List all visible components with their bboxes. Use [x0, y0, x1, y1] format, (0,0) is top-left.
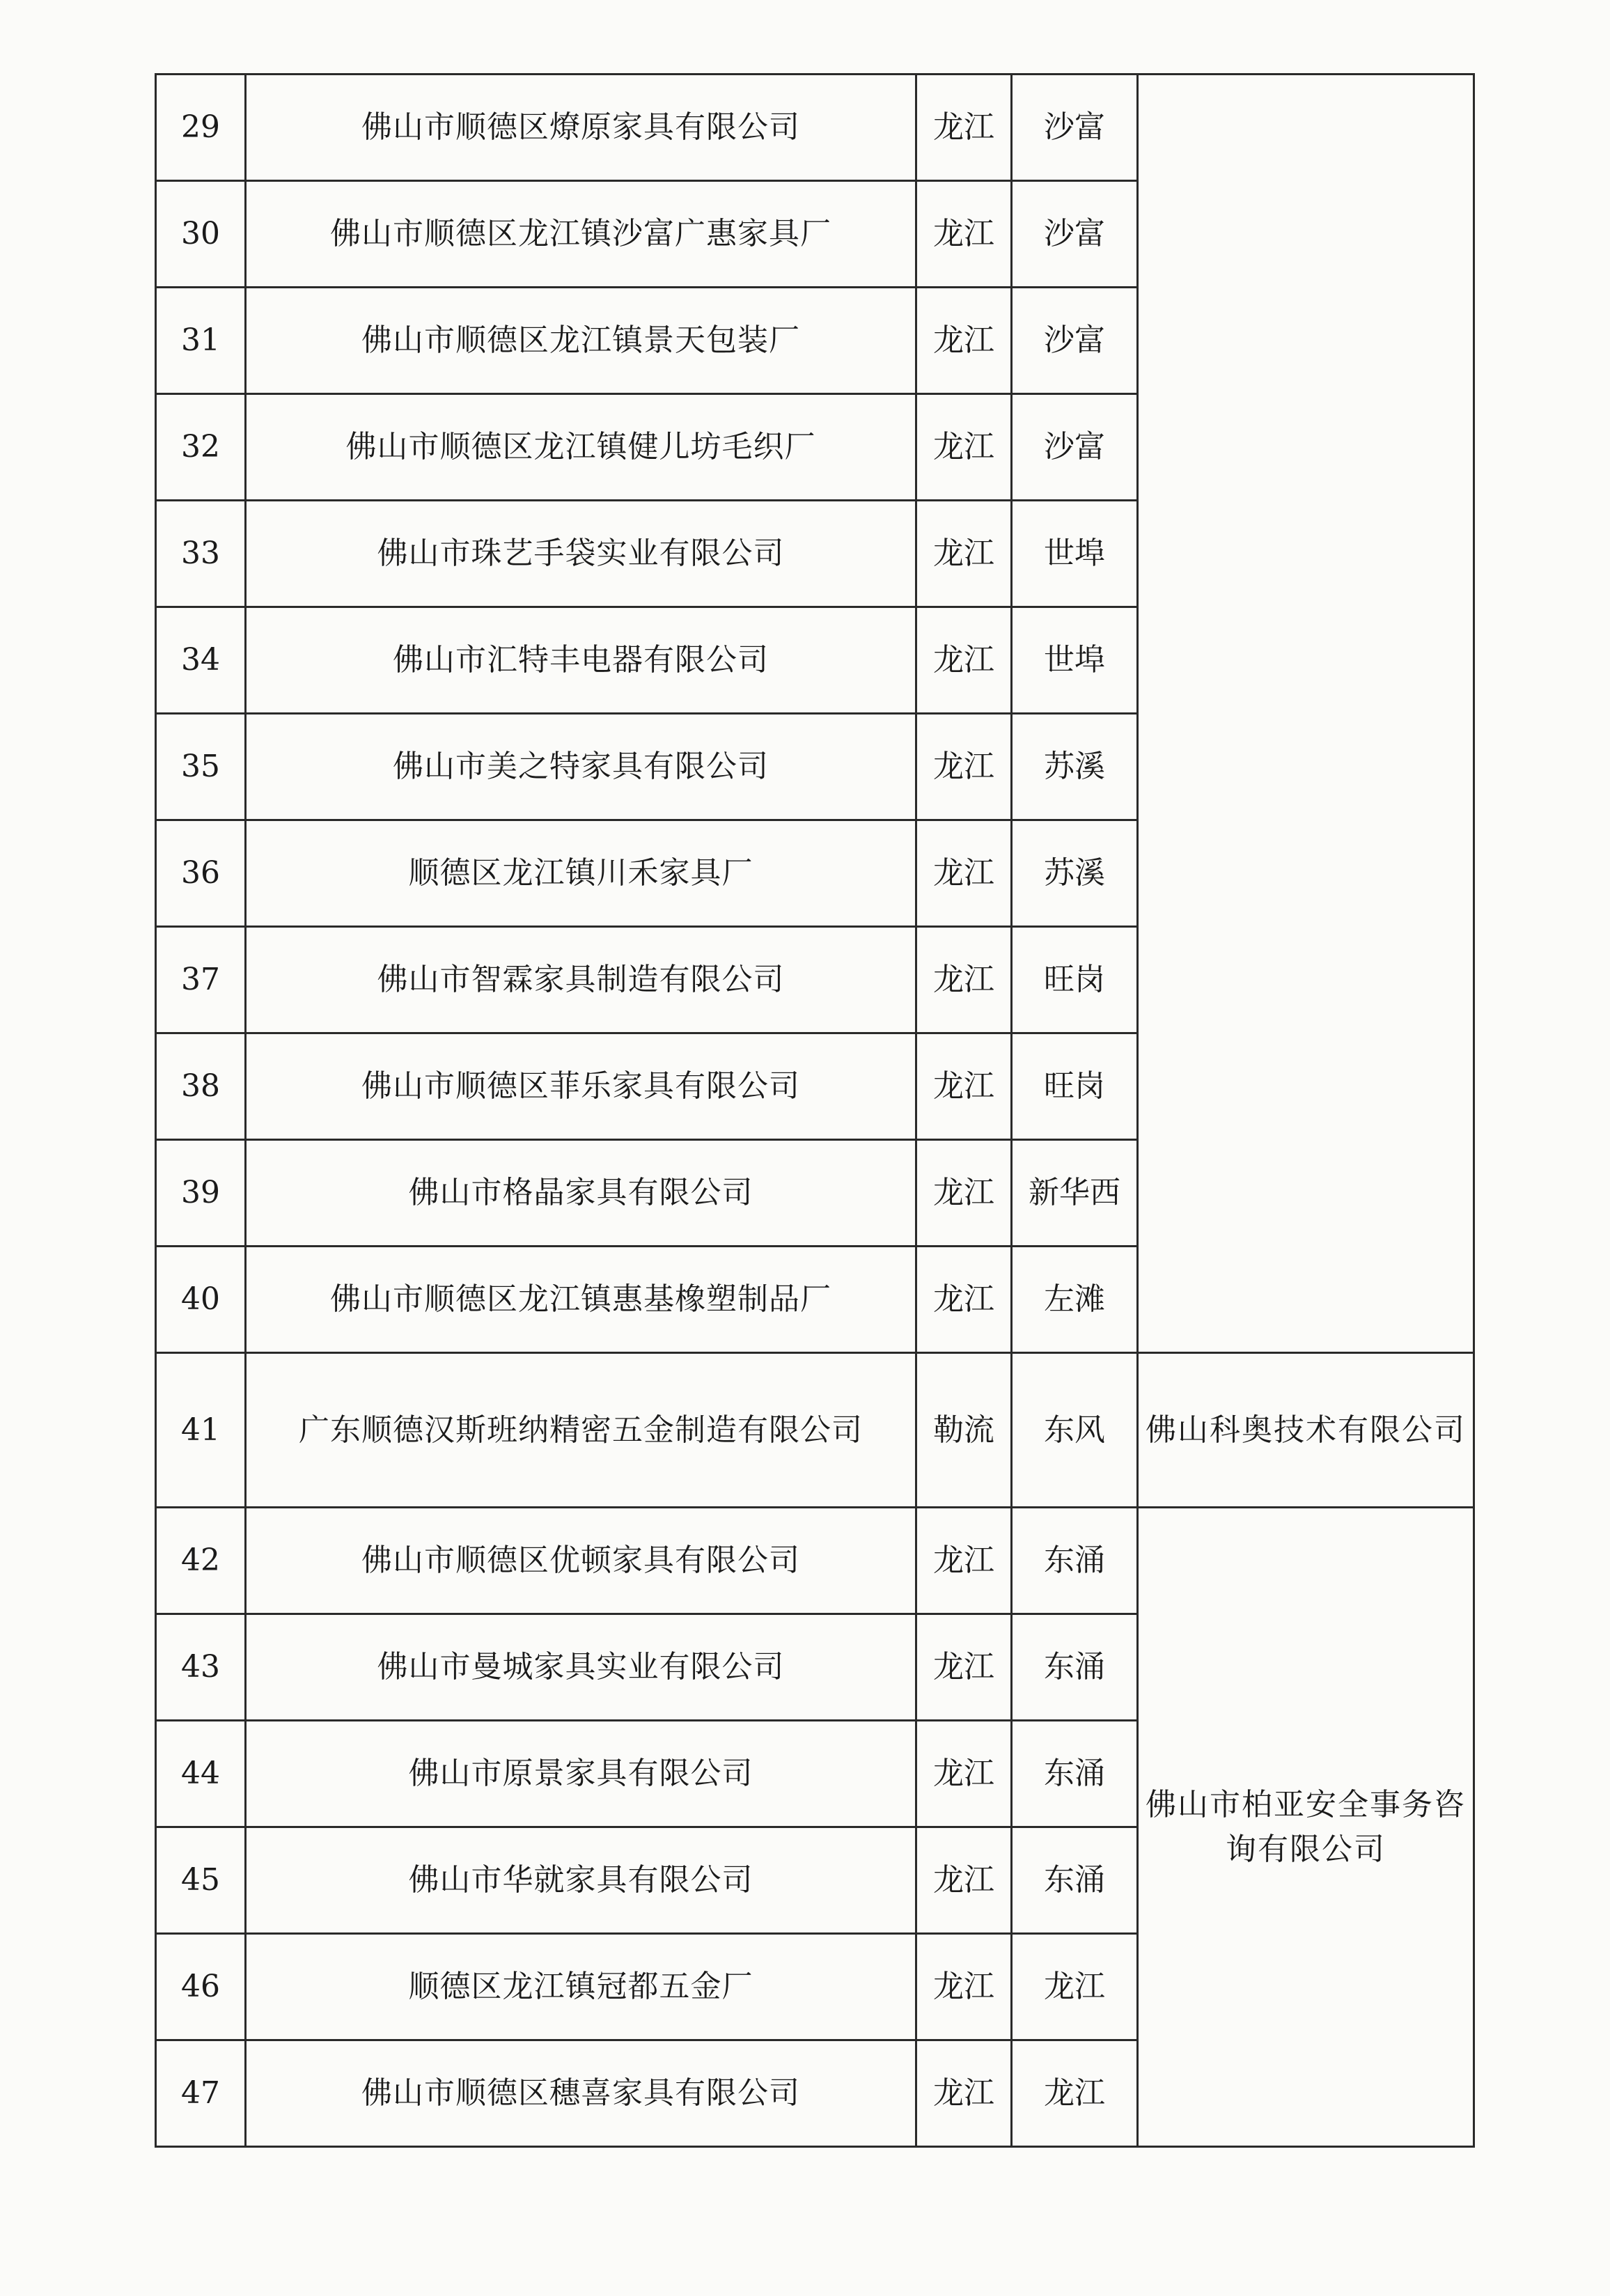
- town: 龙江: [916, 607, 1012, 714]
- village: 东涌: [1012, 1827, 1138, 1934]
- town: 龙江: [916, 394, 1012, 501]
- company-name: 佛山市曼城家具实业有限公司: [246, 1614, 916, 1721]
- company-name: 佛山市顺德区菲乐家具有限公司: [246, 1033, 916, 1140]
- service-agency-group-1: [1138, 75, 1474, 1353]
- company-name: 佛山市顺德区龙江镇景天包装厂: [246, 288, 916, 394]
- company-name: 佛山市格晶家具有限公司: [246, 1140, 916, 1247]
- company-name: 顺德区龙江镇冠都五金厂: [246, 1934, 916, 2040]
- town: 龙江: [916, 1827, 1012, 1934]
- company-name: 广东顺德汉斯班纳精密五金制造有限公司: [246, 1353, 916, 1508]
- company-name: 佛山市智霖家具制造有限公司: [246, 927, 916, 1033]
- company-name: 佛山市美之特家具有限公司: [246, 714, 916, 820]
- company-name: 佛山市顺德区燎原家具有限公司: [246, 75, 916, 181]
- village: 旺岗: [1012, 927, 1138, 1033]
- town: 龙江: [916, 181, 1012, 288]
- village: 左滩: [1012, 1247, 1138, 1353]
- village: 龙江: [1012, 1934, 1138, 2040]
- village: 世埠: [1012, 607, 1138, 714]
- town: 龙江: [916, 288, 1012, 394]
- service-agency-group-3: 佛山市柏亚安全事务咨询有限公司: [1138, 1508, 1474, 2147]
- row-number: 42: [156, 1508, 246, 1614]
- table-row: [156, 1508, 1474, 1614]
- village: 东涌: [1012, 1508, 1138, 1614]
- company-name: 佛山市顺德区穗喜家具有限公司: [246, 2040, 916, 2147]
- town: 龙江: [916, 1033, 1012, 1140]
- village: 东涌: [1012, 1614, 1138, 1721]
- row-number: 33: [156, 501, 246, 607]
- town: 龙江: [916, 714, 1012, 820]
- village: 东风: [1012, 1353, 1138, 1508]
- company-name: 佛山市顺德区龙江镇惠基橡塑制品厂: [246, 1247, 916, 1353]
- company-name: 顺德区龙江镇川禾家具厂: [246, 820, 916, 927]
- town: 勒流: [916, 1353, 1012, 1508]
- row-number: 32: [156, 394, 246, 501]
- row-number: 35: [156, 714, 246, 820]
- row-number: 44: [156, 1721, 246, 1827]
- town: 龙江: [916, 2040, 1012, 2147]
- company-name: 佛山市顺德区龙江镇健儿坊毛织厂: [246, 394, 916, 501]
- enterprise-roster-table: [155, 73, 1475, 2148]
- row-number: 29: [156, 75, 246, 181]
- row-number: 38: [156, 1033, 246, 1140]
- row-number: 46: [156, 1934, 246, 2040]
- row-number: 34: [156, 607, 246, 714]
- village: 沙富: [1012, 75, 1138, 181]
- row-number: 31: [156, 288, 246, 394]
- village: 沙富: [1012, 394, 1138, 501]
- company-name: 佛山市珠艺手袋实业有限公司: [246, 501, 916, 607]
- company-name: 佛山市顺德区龙江镇沙富广惠家具厂: [246, 181, 916, 288]
- company-name: 佛山市顺德区优顿家具有限公司: [246, 1508, 916, 1614]
- village: 苏溪: [1012, 820, 1138, 927]
- village: 新华西: [1012, 1140, 1138, 1247]
- row-number: 40: [156, 1247, 246, 1353]
- village: 世埠: [1012, 501, 1138, 607]
- table-row: [156, 1353, 1474, 1508]
- row-number: 36: [156, 820, 246, 927]
- village: 旺岗: [1012, 1033, 1138, 1140]
- town: 龙江: [916, 927, 1012, 1033]
- town: 龙江: [916, 1508, 1012, 1614]
- town: 龙江: [916, 75, 1012, 181]
- town: 龙江: [916, 820, 1012, 927]
- row-number: 37: [156, 927, 246, 1033]
- row-number: 41: [156, 1353, 246, 1508]
- service-agency-group-2: 佛山科奥技术有限公司: [1138, 1353, 1474, 1508]
- village: 沙富: [1012, 181, 1138, 288]
- town: 龙江: [916, 1247, 1012, 1353]
- row-number: 43: [156, 1614, 246, 1721]
- row-number: 47: [156, 2040, 246, 2147]
- village: 沙富: [1012, 288, 1138, 394]
- town: 龙江: [916, 501, 1012, 607]
- table-row: [156, 75, 1474, 181]
- village: 苏溪: [1012, 714, 1138, 820]
- town: 龙江: [916, 1140, 1012, 1247]
- row-number: 45: [156, 1827, 246, 1934]
- village: 龙江: [1012, 2040, 1138, 2147]
- town: 龙江: [916, 1614, 1012, 1721]
- row-number: 30: [156, 181, 246, 288]
- row-number: 39: [156, 1140, 246, 1247]
- company-name: 佛山市华就家具有限公司: [246, 1827, 916, 1934]
- town: 龙江: [916, 1721, 1012, 1827]
- company-name: 佛山市原景家具有限公司: [246, 1721, 916, 1827]
- village: 东涌: [1012, 1721, 1138, 1827]
- company-name: 佛山市汇特丰电器有限公司: [246, 607, 916, 714]
- town: 龙江: [916, 1934, 1012, 2040]
